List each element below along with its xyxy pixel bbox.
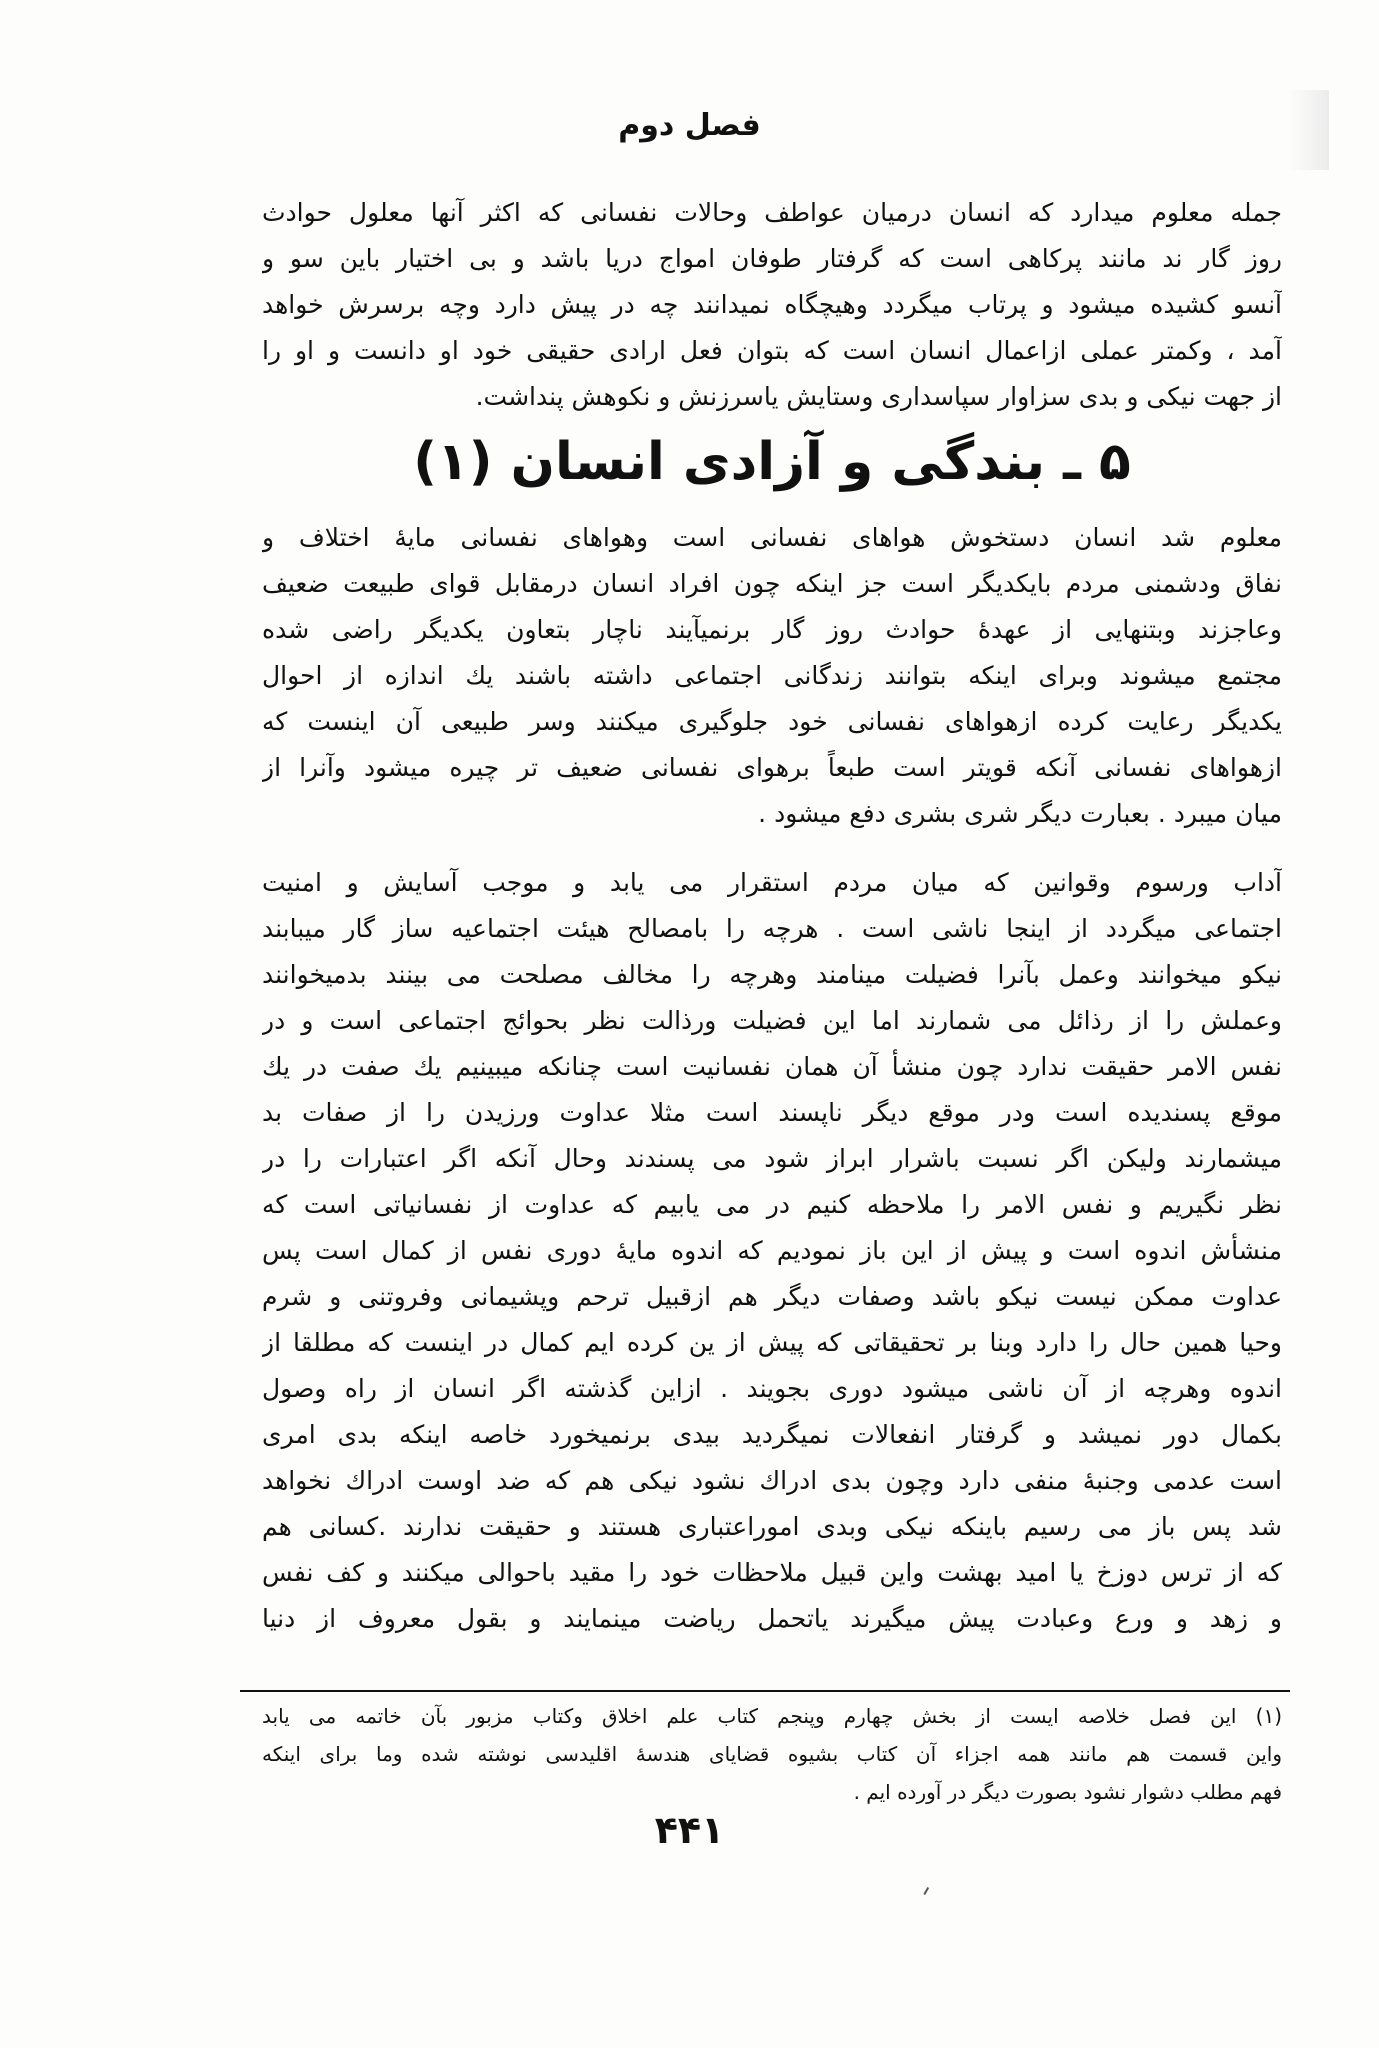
scan-speck <box>923 1887 932 1897</box>
text-line: مجتمع میشوند وبرای اینکه بتوانند زندگانی اجتماعی داشته باشند یك اندازه از احوال <box>262 661 1282 690</box>
text-line: اجتماعی میگردد از اینجا ناشی است . هرچه را بامصالح هیئت اجتماعیه ساز گار میبابند <box>262 914 1282 943</box>
footnote <box>262 1697 1282 1811</box>
text-line: وعاجزند وبتنهایی از عهدهٔ حوادث روز گار برنمیآیند ناچار بتعاون یکدیگر راضی شده <box>262 615 1282 644</box>
text-line: بکمال دور نمیشد و گرفتار انفعالات نمیگردید بیدی برنمیخورد خاصه اینکه بدی امری <box>262 1420 1282 1449</box>
text-line: روز گار ند مانند پرکاهی است که گرفتار طوفان امواج دریا باشد و بی اختیار باین سو و <box>262 244 1282 273</box>
paragraph-1 <box>262 190 1282 420</box>
chapter-header: فصل دوم <box>618 108 761 143</box>
paragraph-3 <box>262 860 1282 1642</box>
text-line: که از ترس دوزخ یا امید بهشت واین قبیل ملاحظات خود را مقید باحوالی میکنند و کف نفس <box>262 1558 1282 1587</box>
text-line: جمله معلوم میدارد که انسان درمیان عواطف وحالات نفسانی که اکثر آنها معلول حوادث <box>262 198 1282 227</box>
text-line: ازهواهای نفسانی آنکه قویتر است طبعاً برهوای نفسانی ضعیف تر چیره میشود وآنرا از <box>262 753 1282 782</box>
text-line: میان میبرد . بعبارت دیگر شری بشری دفع میشود . <box>758 799 1282 828</box>
text-line: از جهت نیکی و بدی سزاوار سپاسداری وستایش یاسرزنش و نکوهش پنداشت. <box>475 382 1282 411</box>
footnote-line: واین قسمت هم مانند همه اجزاء آن کتاب بشیوه قضایای هندسهٔ اقلیدسی نوشته شده وما برای اینکه <box>262 1742 1282 1766</box>
text-line: و زهد و ورع وعبادت پیش میگیرند یاتحمل ریاضت مینمایند و بقول معروف از دنیا <box>262 1604 1282 1633</box>
text-line: نظر نگیریم و نفس الامر را ملاحظه کنیم در می یابیم که عداوت از نفسانیاتی است که <box>262 1190 1282 1219</box>
text-line: وعملش را از رذائل می شمارند اما این فضیلت ورذالت نظر بحوائج اجتماعی است و در <box>262 1006 1282 1035</box>
section-heading: ۵ ـ بندگی و آزادی انسان (۱) <box>413 432 1131 492</box>
footnote-divider <box>240 1690 1290 1692</box>
text-line: وحیا همین حال را دارد وبنا بر تحقیقاتی که پیش از ین کرده ایم کمال در اینست که مطلقا از <box>262 1328 1282 1357</box>
text-line: یکدیگر رعایت کرده ازهواهای نفسانی خود جلوگیری میکنند وسر طبیعی آن اینست که <box>262 707 1282 736</box>
text-line: است عدمی وجنبهٔ منفی دارد وچون بدی ادراك نشود نیکی هم که ضد اوست ادراك نخواهد <box>262 1466 1282 1495</box>
page-number: ۴۴۱ <box>654 1808 725 1852</box>
footnote-line: (۱) این فصل خلاصه ایست از بخش چهارم وپنجم کتاب علم اخلاق وکتاب مزبور بآن خاتمه می یابد <box>262 1704 1282 1728</box>
text-line: نفس الامر حقیقت ندارد چون منشأ آن همان نفسانیت است چنانکه میبینیم یك صفت در یك <box>262 1052 1282 1081</box>
text-line: موقع پسندیده است ودر موقع دیگر ناپسند است مثلا عداوت ورزیدن را از صفات بد <box>262 1098 1282 1127</box>
text-line: منشأش اندوه است و پیش از این باز نمودیم که اندوه مایهٔ دوری نفس از کمال است پس <box>262 1236 1282 1265</box>
text-line: عداوت ممکن نیست نیکو باشد وصفات دیگر هم ازقبیل ترحم وپشیمانی وفروتنی و شرم <box>262 1282 1282 1311</box>
text-line: آمد ، وکمتر عملی ازاعمال انسان است که بتوان فعل ارادی حقیقی خود او دانست و او را <box>262 336 1282 365</box>
text-line: نیکو میخوانند وعمل بآنرا فضیلت مینامند وهرچه را مخالف مصلحت می بینند بدمیخوانند <box>262 960 1282 989</box>
text-line: معلوم شد انسان دستخوش هواهای نفسانی است وهواهای نفسانی مایهٔ اختلاف و <box>262 523 1282 552</box>
text-line: نفاق ودشمنی مردم بایکدیگر است جز اینکه چون افراد انسان درمقابل قوای طبیعت ضعیف <box>262 569 1282 598</box>
text-line: آنسو کشیده میشود و پرتاب میگردد وهیچگاه نمیدانند چه در پیش دارد وچه برسرش خواهد <box>262 290 1282 319</box>
text-line: اندوه وهرچه از آن ناشی میشود دوری بجویند . ازاین گذشته اگر انسان از راه وصول <box>262 1374 1282 1403</box>
text-line: میشمارند ولیکن اگر نسبت باشرار ابراز شود می پسندند وحال آنکه اگر اعتبارات را در <box>262 1144 1282 1173</box>
text-line: آداب ورسوم وقوانین که میان مردم استقرار می یابد و موجب آسایش و امنیت <box>262 868 1282 897</box>
footnote-line: فهم مطلب دشوار نشود بصورت دیگر در آورده ایم . <box>853 1780 1282 1804</box>
text-line: شد پس باز می رسیم باینکه نیکی وبدی اموراعتباری هستند و حقیقت ندارند .کسانی هم <box>262 1512 1282 1541</box>
paragraph-2 <box>262 515 1282 837</box>
